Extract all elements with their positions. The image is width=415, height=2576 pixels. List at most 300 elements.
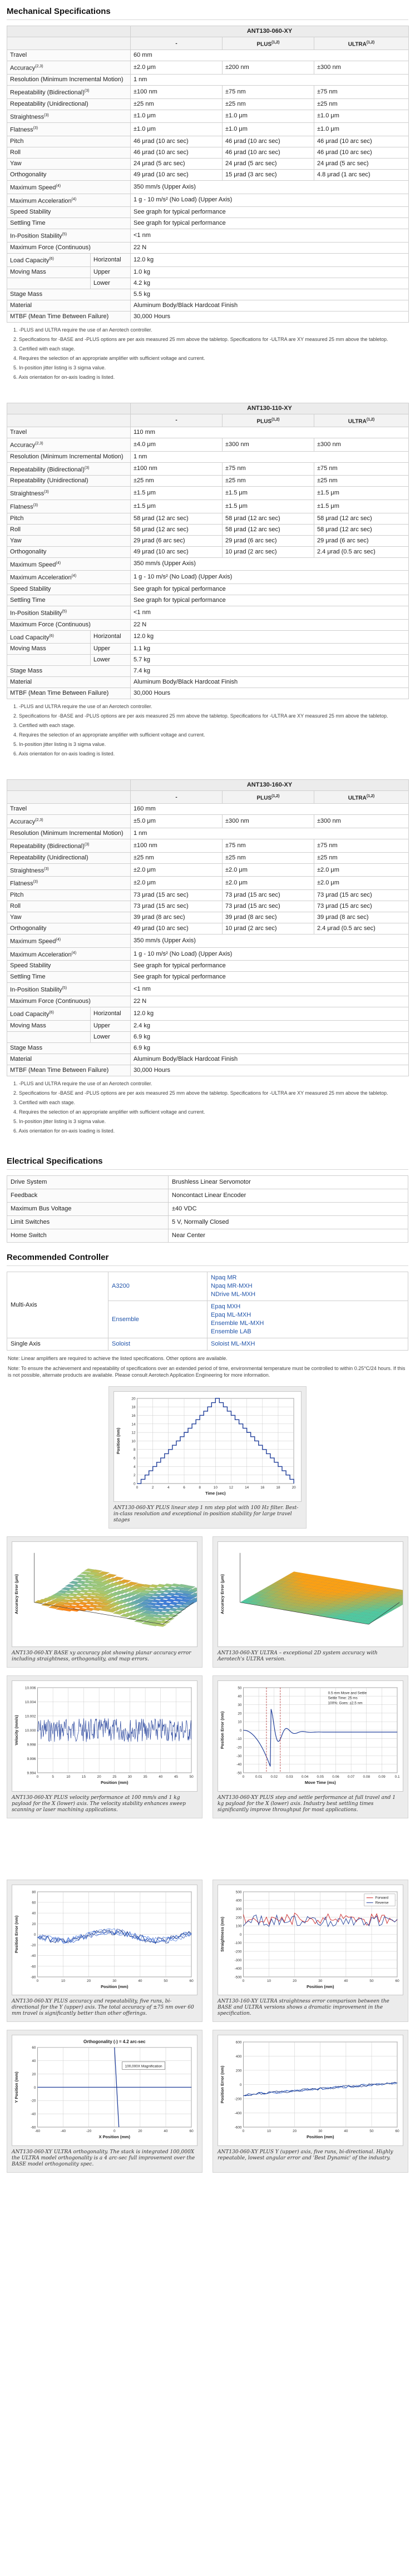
spec-row — [7, 901, 409, 912]
note-item: 1. -PLUS and ULTRA require the use of an Aerotech controller. — [13, 327, 152, 333]
spec-value: See graph for typical performance — [131, 961, 409, 972]
y-tick-label: -600 — [234, 2125, 242, 2130]
x-tick-label: 0 — [36, 1775, 39, 1779]
spec-value: 2.4 μrad (0.5 arc sec) — [314, 546, 409, 557]
y-tick-label: 60 — [32, 2046, 36, 2050]
spec-label: Maximum Speed$^{(4)}$ — [7, 557, 131, 571]
spec-label: Accuracy$^{(2,3)}$ — [7, 815, 131, 828]
legend-text: Settle Time: 25 ms — [328, 1696, 358, 1700]
y-tick-label: 9.994 — [27, 1771, 36, 1776]
map1-plot — [12, 1541, 197, 1647]
spec-value: 1 nm — [131, 451, 409, 462]
controller-link[interactable]: Epaq ML-MXH — [211, 1311, 251, 1318]
spec-value: 10 μrad (2 arc sec) — [223, 546, 314, 557]
spec-label: Travel — [7, 50, 131, 61]
y-tick-label: -300 — [234, 1958, 242, 1962]
y-tick-label: -80 — [31, 1975, 36, 1980]
ctrl-note-1: Note: Linear amplifiers are required to achieve the listed specifications. Other options are available. — [8, 1355, 228, 1361]
elec-value: Near Center — [169, 1229, 408, 1242]
x-tick-label: 10 — [213, 1485, 218, 1490]
controller-link[interactable]: Soloist ML-MXH — [211, 1340, 255, 1347]
spec-label: Orthogonality — [7, 923, 131, 935]
spec-notes — [12, 327, 408, 380]
x-tick-label: 10 — [266, 2129, 271, 2134]
spec-value: 46 μrad (10 arc sec) — [314, 136, 409, 147]
y-tick-label: 200 — [235, 2069, 242, 2073]
spec-value: ±75 nm — [223, 839, 314, 853]
spec-row — [7, 923, 409, 935]
y-tick-label: 0 — [33, 1932, 36, 1937]
y-tick-label: -10 — [236, 1737, 242, 1742]
x-tick-label: 0 — [36, 1979, 39, 1983]
spec-label: Maximum Force (Continuous) — [7, 242, 131, 253]
x-tick-label: 40 — [344, 1979, 348, 1983]
spec-row — [7, 619, 409, 630]
controller-link[interactable]: Npaq MR — [211, 1274, 237, 1281]
y-tick-label: 6 — [133, 1456, 136, 1461]
spec-label: Maximum Speed$^{(4)}$ — [7, 935, 131, 948]
x-tick-label: -40 — [60, 2129, 66, 2134]
spec-value: ±5.0 μm — [131, 815, 223, 828]
y-tick-label: 0 — [133, 1482, 136, 1486]
spec-row — [7, 584, 409, 595]
spec-value: 12.0 kg — [131, 630, 409, 644]
x-tick-label: 60 — [395, 1979, 399, 1983]
x-tick-label: 10 — [66, 1775, 71, 1779]
x-tick-label: 0 — [136, 1485, 139, 1490]
spec-value: 10 μrad (2 arc sec) — [223, 923, 314, 935]
y-tick-label: 300 — [235, 1907, 242, 1911]
spec-row — [7, 890, 409, 901]
spec-value: <1 nm — [131, 229, 409, 243]
spec-label: Orthogonality — [7, 169, 131, 180]
spec-value: 30,000 Hours — [131, 311, 409, 322]
spec-row — [7, 61, 409, 75]
spec-label: MTBF (Mean Time Between Failure) — [7, 311, 131, 322]
spec-row — [7, 427, 409, 438]
ensemble-link[interactable]: Ensemble — [108, 1301, 208, 1338]
spec-value: ±100 nm — [131, 839, 223, 853]
controller-link[interactable]: Epaq MXH — [211, 1303, 241, 1310]
a3200-link[interactable]: A3200 — [108, 1272, 208, 1301]
spec-value: See graph for typical performance — [131, 218, 409, 229]
spec-row — [7, 839, 409, 853]
spec-value: 1 nm — [131, 74, 409, 85]
note-item: 1. -PLUS and ULTRA require the use of an Aerotech controller. — [13, 1080, 152, 1086]
spec-value: ±4.0 μm — [131, 438, 223, 451]
x-tick-label: 4 — [167, 1485, 170, 1490]
y-tick-label: 10 — [238, 1720, 242, 1724]
spec-row — [7, 947, 409, 961]
spec-value: 1 g - 10 m/s² (No Load) (Upper Axis) — [131, 194, 409, 207]
spec-label: Yaw — [7, 912, 131, 923]
spec-value: 46 μrad (10 arc sec) — [223, 147, 314, 158]
spec-row — [7, 815, 409, 828]
x-tick-label: 30 — [127, 1775, 132, 1779]
spec-row — [7, 1065, 409, 1076]
spec-label: Maximum Force (Continuous) — [7, 996, 131, 1007]
spec-label: Accuracy$^{(2,3)}$ — [7, 61, 131, 75]
velocity-plot — [12, 1680, 197, 1792]
col-header: - — [131, 37, 223, 50]
spec-value: 46 μrad (10 arc sec) — [223, 136, 314, 147]
spec-value: 2.4 kg — [131, 1020, 409, 1031]
y-axis-label: Position (nm) — [115, 1427, 121, 1454]
y-tick-label: -200 — [234, 1950, 242, 1954]
legend-text: 100%: Goes: ±2.5 nm — [328, 1701, 363, 1705]
soloist-link[interactable]: Soloist — [108, 1338, 208, 1350]
spec-label: Travel — [7, 804, 131, 815]
spec-label: Material — [7, 677, 131, 688]
spec-value: ±75 nm — [314, 839, 409, 853]
spec-value: 24 μrad (5 arc sec) — [223, 158, 314, 169]
x-tick-label: 16 — [260, 1485, 265, 1490]
legend-text: Forward — [375, 1896, 389, 1900]
model-name: ANT130-110-XY — [131, 403, 409, 414]
controller-link[interactable]: Ensemble ML-MXH — [211, 1319, 264, 1327]
spec-row — [7, 229, 409, 243]
note-item: 2. Specifications for -BASE and -PLUS options are per axis measured 25 mm above the tabletop. Specifications for -ULTRA are XY measured 25 mm above the tabletop. — [13, 336, 388, 342]
spec-label: Repeatability (Unidirectional) — [7, 476, 131, 487]
spec-value: ±25 nm — [223, 476, 314, 487]
y-axis-label: Position Error (nm) — [13, 1915, 19, 1953]
fig-step — [108, 1386, 307, 1529]
fig-repeat-caption: ANT130-060-XY PLUS accuracy and repeatability, five runs, bi-directional for the Y (upper) axis. The total accuracy of ±75 nm over 60 mm travel is significantly better than other offerings. — [12, 1999, 194, 2017]
spec-value: ±1.0 μm — [314, 110, 409, 123]
elec-table — [7, 1175, 408, 1243]
y-tick-label: -20 — [31, 1943, 36, 1947]
step-plot — [113, 1391, 302, 1502]
spec-value: ±100 nm — [131, 462, 223, 476]
y-tick-label: -200 — [234, 2097, 242, 2102]
spec-value: 4.2 kg — [131, 278, 409, 289]
x-tick-label: 8 — [199, 1485, 201, 1490]
fig-step-caption: ANT130-060-XY PLUS linear step 1 nm step plot with 100 Hz filter. Best-in-class resolution and exceptional in-position stability for large travel stages — [113, 1505, 299, 1524]
y-tick-label: 0 — [239, 2083, 242, 2088]
spec-value: 58 μrad (12 arc sec) — [314, 524, 409, 535]
spec-value: 5.7 kg — [131, 655, 409, 666]
x-tick-label: 0.1 — [394, 1775, 400, 1779]
y-tick-label: 18 — [131, 1405, 136, 1410]
spec-label: Stage Mass — [7, 289, 131, 300]
spec-value: 46 μrad (10 arc sec) — [131, 147, 223, 158]
x-tick-label: -60 — [34, 2129, 41, 2134]
spec-row — [7, 688, 409, 699]
spec-label: Repeatability (Bidirectional)$^{(3)}$ — [7, 839, 131, 853]
x-tick-label: 0.02 — [270, 1775, 278, 1779]
spec-label: Travel — [7, 427, 131, 438]
note-item: 2. Specifications for -BASE and -PLUS options are per axis measured 25 mm above the tabletop. Specifications for -ULTRA are XY measured 25 mm above the tabletop. — [13, 713, 388, 719]
spec-label: Settling Time — [7, 595, 131, 606]
fig-straight-caption: ANT130-160-XY ULTRA straightness error comparison between the BASE and ULTRA versions shows a dramatic improvement in the specification. — [218, 1999, 389, 2017]
spec-label: Yaw — [7, 535, 131, 546]
note-item: 3. Certified with each stage. — [13, 345, 76, 352]
spec-value: ±1.0 μm — [131, 123, 223, 136]
spec-label: Stage Mass — [7, 666, 131, 677]
y-tick-label: -50 — [236, 1771, 242, 1776]
x-axis-label: Position (mm) — [307, 2134, 334, 2140]
spec-label: Resolution (Minimum Incremental Motion) — [7, 74, 131, 85]
spec-value: See graph for typical performance — [131, 584, 409, 595]
spec-row — [7, 136, 409, 147]
y-tick-label: 16 — [131, 1413, 136, 1418]
col-header: PLUS$^{(1,2)}$ — [223, 37, 314, 50]
spec-label: Maximum Force (Continuous) — [7, 619, 131, 630]
spec-label: In-Position Stability$^{(5)}$ — [7, 229, 131, 243]
spec-tables — [7, 26, 408, 1134]
spec-value: ±1.0 μm — [223, 123, 314, 136]
spec-label — [7, 655, 91, 666]
spec-value: <1 nm — [131, 983, 409, 996]
controller-link[interactable]: Ensemble LAB — [211, 1328, 251, 1335]
spec-value: 29 μrad (6 arc sec) — [131, 535, 223, 546]
spec-value: ±2.0 μm — [131, 61, 223, 75]
controller-link[interactable]: NDrive ML-MXH — [211, 1291, 256, 1298]
x-axis-label: Move Time (ms) — [304, 1779, 336, 1785]
x-tick-label: 20 — [87, 1979, 91, 1983]
spec-row — [7, 207, 409, 218]
x-tick-label: 14 — [245, 1485, 249, 1490]
spec-value: 1 g - 10 m/s² (No Load) (Upper Axis) — [131, 947, 409, 961]
x-tick-label: 50 — [189, 1775, 194, 1779]
spec-value: ±75 nm — [223, 462, 314, 476]
spec-sublabel: Horizontal — [91, 630, 131, 644]
ctrl-heading: Recommended Controller — [7, 1253, 408, 1266]
spec-value: ±2.0 μm — [314, 877, 409, 890]
x-tick-label: 0 — [242, 1775, 245, 1779]
spec-row — [7, 630, 409, 644]
note-item: 5. In-position jitter listing is 3 sigma value. — [13, 1118, 106, 1124]
x-tick-label: 20 — [138, 2129, 142, 2134]
spec-value: 29 μrad (6 arc sec) — [223, 535, 314, 546]
spec-value: ±75 nm — [223, 85, 314, 98]
x-tick-label: 50 — [164, 1979, 168, 1983]
note-item: 6. Axis orientation for on-axis loading is listed. — [13, 751, 115, 757]
x-tick-label: 15 — [81, 1775, 86, 1779]
spec-row — [7, 487, 409, 500]
x-tick-label: 0.05 — [317, 1775, 324, 1779]
spec-value: 46 μrad (10 arc sec) — [131, 136, 223, 147]
y-tick-label: 10.000 — [24, 1729, 36, 1733]
y-tick-label: 50 — [238, 1686, 242, 1690]
elec-label: Feedback — [7, 1189, 169, 1202]
spec-row — [7, 972, 409, 983]
spec-label: Stage Mass — [7, 1042, 131, 1054]
spec-value: 1 nm — [131, 828, 409, 839]
spec-value: ±2.0 μm — [131, 877, 223, 890]
spec-row — [7, 311, 409, 322]
x-tick-label: 0.01 — [255, 1775, 263, 1779]
y-tick-label: 4 — [133, 1465, 136, 1469]
spec-value: 73 μrad (15 arc sec) — [131, 901, 223, 912]
x-tick-label: 0 — [113, 2129, 116, 2134]
y-tick-label: 12 — [131, 1431, 136, 1435]
spec-table-2 — [7, 779, 409, 1076]
y-tick-label: 40 — [32, 2059, 36, 2064]
y-tick-label: 0 — [33, 2086, 36, 2090]
spec-sublabel: Upper — [91, 1020, 131, 1031]
y-tick-label: 0 — [239, 1932, 242, 1937]
spec-row — [7, 644, 409, 655]
spec-value: 39 μrad (8 arc sec) — [314, 912, 409, 923]
y-tick-label: 200 — [235, 1915, 242, 1920]
spec-notes — [12, 704, 408, 757]
col-header: - — [131, 414, 223, 427]
spec-value: 73 μrad (15 arc sec) — [131, 890, 223, 901]
spec-row — [7, 278, 409, 289]
y-tick-label: 600 — [235, 2040, 242, 2045]
elec-heading: Electrical Specifications — [7, 1156, 408, 1170]
spec-value: 29 μrad (6 arc sec) — [314, 535, 409, 546]
x-tick-label: 0 — [242, 2129, 245, 2134]
spec-row — [7, 242, 409, 253]
y-axis-label: Y Position (mm) — [13, 2071, 19, 2103]
x-axis-label: Position (mm) — [101, 1984, 129, 1989]
x-tick-label: 20 — [293, 2129, 297, 2134]
x-tick-label: 0.07 — [347, 1775, 355, 1779]
y-tick-label: 80 — [32, 1890, 36, 1895]
note-item: 4. Requires the selection of an appropriate amplifier with sufficient voltage and current. — [13, 732, 205, 738]
spec-label — [7, 278, 91, 289]
spec-label: Repeatability (Unidirectional) — [7, 98, 131, 110]
soloist-list — [208, 1338, 408, 1350]
y-tick-label: -400 — [234, 2112, 242, 2116]
spec-value: Aluminum Body/Black Hardcoat Finish — [131, 300, 409, 311]
spec-row — [7, 912, 409, 923]
spec-row — [7, 158, 409, 169]
x-tick-label: 18 — [276, 1485, 280, 1490]
controller-link[interactable]: Npaq MR-MXH — [211, 1282, 253, 1289]
spec-row — [7, 996, 409, 1007]
spec-value: 39 μrad (8 arc sec) — [131, 912, 223, 923]
spec-row — [7, 546, 409, 557]
y-tick-label: -40 — [31, 1954, 36, 1958]
spec-row — [7, 476, 409, 487]
spec-label: Roll — [7, 524, 131, 535]
single-axis-label: Single Axis — [7, 1338, 108, 1350]
spec-value: ±2.0 μm — [223, 863, 314, 877]
spec-label: Moving Mass — [7, 266, 91, 278]
x-tick-label: 40 — [164, 2129, 168, 2134]
y-tick-label: 14 — [131, 1422, 136, 1427]
fig-repeat — [7, 1880, 202, 2023]
spec-value: ±1.5 μm — [223, 500, 314, 513]
spec-value: 350 mm/s (Upper Axis) — [131, 557, 409, 571]
spec-value: 24 μrad (5 arc sec) — [314, 158, 409, 169]
fig-straight — [213, 1880, 408, 2023]
spec-label: Orthogonality — [7, 546, 131, 557]
x-axis-label: Position (mm) — [307, 1984, 334, 1989]
spec-value: 1.1 kg — [131, 644, 409, 655]
spec-label: Settling Time — [7, 218, 131, 229]
x-tick-label: 5 — [52, 1775, 54, 1779]
note-item: 3. Certified with each stage. — [13, 723, 76, 729]
spec-row — [7, 655, 409, 666]
y-tick-label: 30 — [238, 1703, 242, 1708]
y-tick-label: -30 — [236, 1754, 242, 1758]
spec-row — [7, 983, 409, 996]
spec-row — [7, 194, 409, 207]
spec-row — [7, 1020, 409, 1031]
spec-value: Aluminum Body/Black Hardcoat Finish — [131, 1054, 409, 1065]
x-tick-label: 0.09 — [378, 1775, 386, 1779]
map2-plot — [218, 1541, 403, 1647]
col-header: ULTRA$^{(1,2)}$ — [314, 37, 409, 50]
spec-value: 49 μrad (10 arc sec) — [131, 546, 223, 557]
spec-value: ±25 nm — [314, 852, 409, 863]
spec-row — [7, 828, 409, 839]
spec-value: ±1.0 μm — [131, 110, 223, 123]
col-header: - — [131, 791, 223, 804]
flatness-plot — [218, 2035, 403, 2146]
spec-label: Maximum Acceleration$^{(4)}$ — [7, 947, 131, 961]
spec-value: ±1.5 μm — [131, 487, 223, 500]
y-tick-label: 10.002 — [24, 1714, 36, 1719]
spec-row — [7, 147, 409, 158]
mech-heading: Mechanical Specifications — [7, 7, 408, 20]
spec-row — [7, 50, 409, 61]
spec-label: Settling Time — [7, 972, 131, 983]
spec-value: 350 mm/s (Upper Axis) — [131, 180, 409, 194]
elec-value: ±40 VDC — [169, 1202, 408, 1215]
spec-value: 46 μrad (10 arc sec) — [314, 147, 409, 158]
spec-value: 58 μrad (12 arc sec) — [223, 524, 314, 535]
x-tick-label: 20 — [292, 1485, 296, 1490]
spec-value: 30,000 Hours — [131, 1065, 409, 1076]
a3200-list — [208, 1272, 408, 1301]
y-tick-label: 400 — [235, 2055, 242, 2059]
fig-vel-caption: ANT130-060-XY PLUS velocity performance at 100 mm/s and 1 kg payload for the X (lower) axis. The velocity stability enhances sweep scanning or laser machining applications. — [12, 1794, 186, 1813]
spec-label: Speed Stability — [7, 961, 131, 972]
spec-value: 7.4 kg — [131, 666, 409, 677]
spec-label: Moving Mass — [7, 1020, 91, 1031]
spec-value: ±25 nm — [314, 98, 409, 110]
spec-value: 60 mm — [131, 50, 409, 61]
spec-label: Accuracy$^{(2,3)}$ — [7, 438, 131, 451]
spec-row — [7, 438, 409, 451]
x-tick-label: 0.03 — [286, 1775, 293, 1779]
x-tick-label: 60 — [189, 2129, 194, 2134]
elec-label: Home Switch — [7, 1229, 169, 1242]
fig-map1 — [7, 1536, 202, 1668]
spec-row — [7, 852, 409, 863]
spec-label: Material — [7, 1054, 131, 1065]
spec-value: ±25 nm — [131, 476, 223, 487]
spec-row — [7, 180, 409, 194]
elec-label: Maximum Bus Voltage — [7, 1202, 169, 1215]
spec-value: ±300 nm — [314, 815, 409, 828]
y-tick-label: -500 — [234, 1975, 242, 1980]
spec-label: Resolution (Minimum Incremental Motion) — [7, 828, 131, 839]
x-tick-label: 40 — [138, 1979, 142, 1983]
y-tick-label: -60 — [31, 2125, 36, 2130]
spec-row — [7, 462, 409, 476]
spec-row — [7, 935, 409, 948]
spec-row — [7, 571, 409, 584]
spec-row — [7, 557, 409, 571]
spec-row — [7, 666, 409, 677]
spec-value: ±1.0 μm — [223, 110, 314, 123]
spec-row — [7, 289, 409, 300]
y-tick-label: 40 — [238, 1694, 242, 1699]
spec-value: ±300 nm — [223, 438, 314, 451]
spec-value: ±75 nm — [314, 85, 409, 98]
spec-value: 22 N — [131, 619, 409, 630]
spec-value: 73 μrad (15 arc sec) — [314, 890, 409, 901]
repeat-plot — [12, 1885, 197, 1996]
spec-sublabel: Lower — [91, 1031, 131, 1042]
x-tick-label: 50 — [369, 2129, 374, 2134]
